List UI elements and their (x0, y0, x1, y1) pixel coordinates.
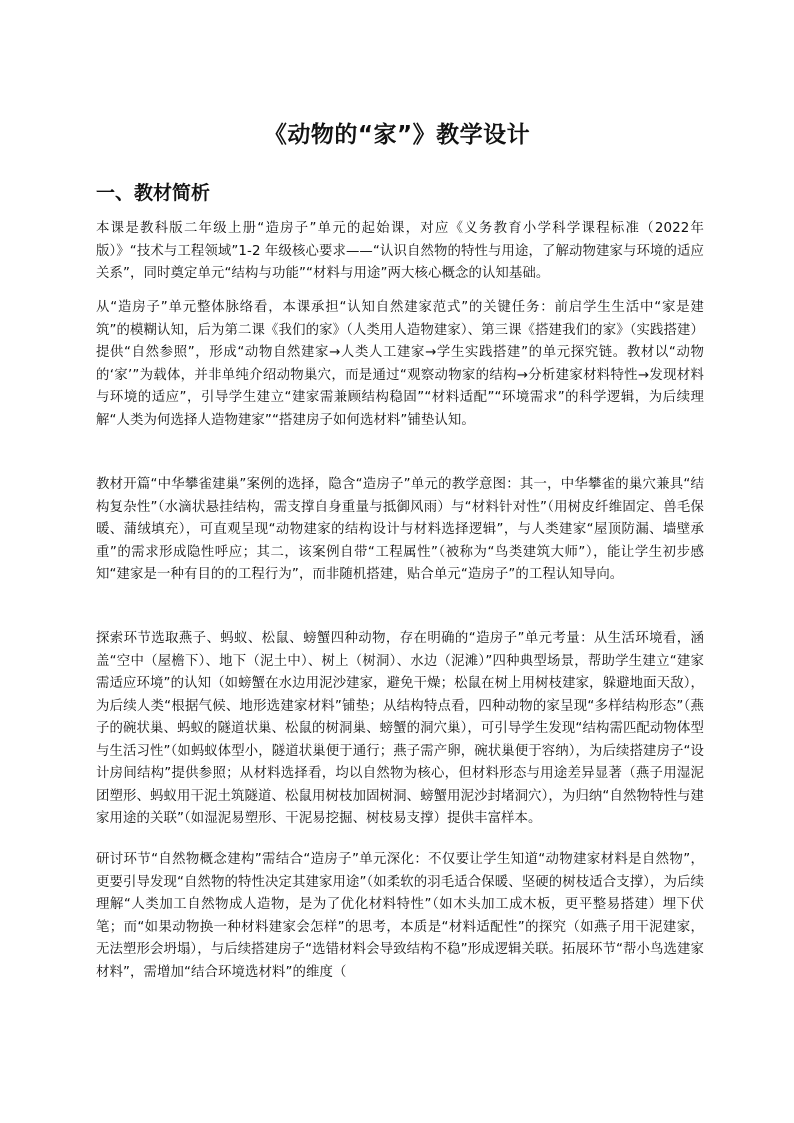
document-title: 《动物的“家”》教学设计 (263, 122, 531, 148)
paragraph: 研讨环节“自然物概念建构”需结合“造房子”单元深化：不仅要让学生知道“动物建家材料是自然物”，更要引导发现“自然物的特性决定其建家用途”（如柔软的羽毛适合保暖、坚硬的树枝适合支撑），为后续理解“人类加工自然物成人造物，是为了优化材料特性”（如木头加工成木板，更平整易搭建）埋下伏笔；而“如果动物换一种材料建家会怎样”的思考，本质是“材料适配性”的探究（如燕子用干泥建家，无法塑形会坍塌），与后续搭建房子“选错材料会导致结构不稳”形成逻辑关联。拓展环节“帮小鸟选建家材料”，需增加“结合环境选材料”的维度（ (96, 852, 704, 980)
section-heading: 一、教材简析 (96, 182, 211, 204)
paragraph: 探索环节选取燕子、蚂蚁、松鼠、螃蟹四种动物，存在明确的“造房子”单元考量：从生活环境看，涵盖“空中（屋檐下）、地下（泥土中）、树上（树洞）、水边（泥滩）”四种典型场景，帮助学生建立“建家需适应环境”的认知（如螃蟹在水边用泥沙建家，避免干燥；松鼠在树上用树枝建家，躲避地面天敌），为后续人类“根据气候、地形选建家材料”铺垫；从结构特点看，四种动物的家呈现“多样结构形态”（燕子的碗状巢、蚂蚁的隧道状巢、松鼠的树洞巢、螃蟹的洞穴巢），可引导学生发现“结构需匹配动物体型与生活习性”（如蚂蚁体型小，隧道状巢便于通行；燕子需产卵，碗状巢便于容纳），为后续搭建房子“设计房间结构”提供参照；从材料选择看，均以自然物为核心，但材料形态与用途差异显著（燕子用湿泥团塑形、蚂蚁用干泥土筑隧道、松鼠用树枝加固树洞、螃蟹用泥沙封堵洞穴），为归纳“自然物特性与建家用途的关联”（如湿泥易塑形、干泥易挖掘、树枝易支撑）提供丰富样本。 (96, 631, 704, 826)
paragraph: 本课是教科版二年级上册“造房子”单元的起始课，对应《义务教育小学科学课程标准（2022年版）》“技术与工程领域”1-2 年级核心要求——“认识自然物的特性与用途，了解动物建家与环境的适应关系”，同时奠定单元“结构与功能”“材料与用途”两大核心概念的认知基础。 (96, 221, 704, 281)
paragraph: 教材开篇“中华攀雀建巢”案例的选择，隐含“造房子”单元的教学意图：其一，中华攀雀的巢穴兼具“结构复杂性”（水滴状悬挂结构，需支撑自身重量与抵御风雨）与“材料针对性”（用树皮纤维固定、兽毛保暖、蒲绒填充），可直观呈现“动物建家的结构设计与材料选择逻辑”，与人类建家“屋顶防漏、墙壁承重”的需求形成隐性呼应；其二，该案例自带“工程属性”（被称为“鸟类建筑大师”），能让学生初步感知“建家是一种有目的的工程行为”，而非随机搭建，贴合单元“造房子”的工程认知导向。 (96, 477, 704, 582)
paragraph: 从“造房子”单元整体脉络看，本课承担“认知自然建家范式”的关键任务：前启学生生活中“家是建筑”的模糊认知，后为第二课《我们的家》（人类用人造物建家）、第三课《搭建我们的家》（实践搭建）提供“自然参照”，形成“动物自然建家→人类人工建家→学生实践搭建”的单元探究链。教材以“动物的‘家’”为载体，并非单纯介绍动物巢穴，而是通过“观察动物家的结构→分析建家材料特性→发现材料与环境的适应”，引导学生建立“建家需兼顾结构稳固”“材料适配”“环境需求”的科学逻辑，为后续理解“人类为何选择人造物建家”“搭建房子如何选材料”铺垫认知。 (96, 300, 704, 428)
